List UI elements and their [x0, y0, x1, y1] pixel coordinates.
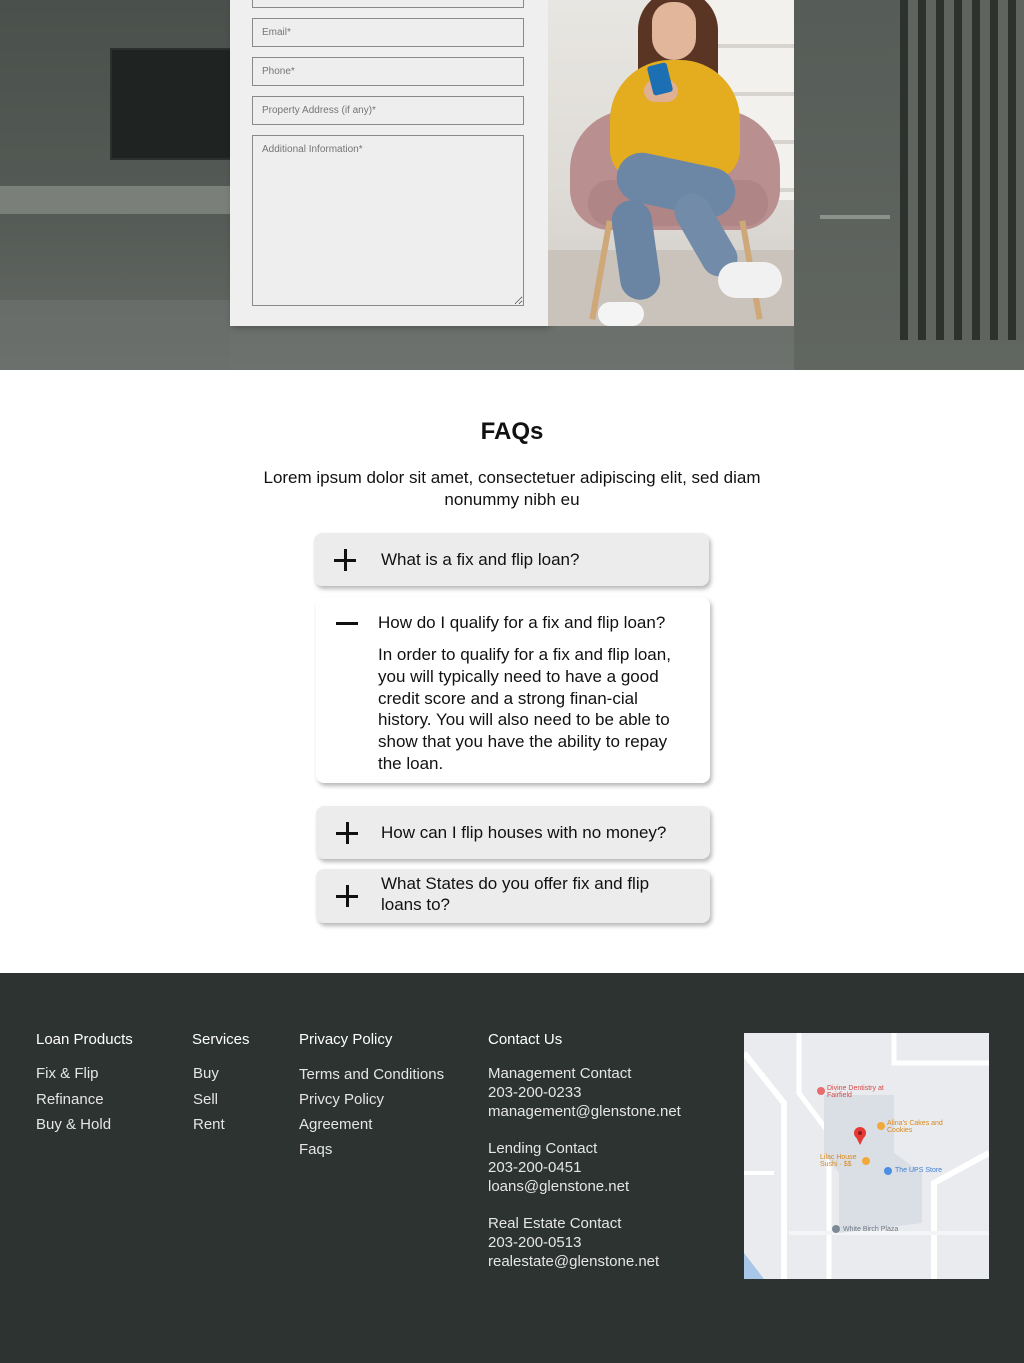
- faq-question: How do I qualify for a fix and flip loan?: [378, 613, 666, 632]
- footer-link-buy[interactable]: Buy: [193, 1065, 219, 1082]
- footer-link-rent[interactable]: Rent: [193, 1116, 225, 1133]
- contact-email-management[interactable]: management@glenstone.net: [488, 1103, 681, 1120]
- hero-shelf-decor: [820, 215, 890, 219]
- faq-question: What States do you offer fix and flip loans to?: [381, 874, 650, 914]
- footer-link-sell[interactable]: Sell: [193, 1091, 219, 1108]
- footer-link-refinance[interactable]: Refinance: [36, 1091, 104, 1108]
- contact-phone-management[interactable]: 203-200-0233: [488, 1084, 582, 1101]
- hero-console-decor: [0, 186, 232, 214]
- footer-link-buy-hold[interactable]: Buy & Hold: [36, 1116, 112, 1133]
- faq-item-expanded[interactable]: [316, 597, 710, 783]
- hero-tv-decor: [110, 48, 235, 160]
- location-map[interactable]: [744, 1033, 989, 1279]
- footer-link-faqs[interactable]: Faqs: [299, 1141, 333, 1158]
- woman-with-phone-photo: [548, 0, 794, 326]
- map-place-label: Lilac House Sushi · $$: [820, 1154, 857, 1168]
- contact-label-lending: Lending Contact: [488, 1140, 598, 1157]
- map-place-label: White Birch Plaza: [843, 1226, 899, 1233]
- footer-link-fix-flip[interactable]: Fix & Flip: [36, 1065, 99, 1082]
- photo-shoe: [718, 262, 782, 298]
- photo-shoe: [598, 302, 644, 326]
- footer-heading-services: Services: [192, 1031, 250, 1048]
- faq-item[interactable]: [314, 533, 709, 586]
- map-place-label: The UPS Store: [895, 1167, 943, 1174]
- plus-icon[interactable]: [336, 885, 358, 907]
- plus-icon[interactable]: [336, 822, 358, 844]
- phone-field[interactable]: [252, 57, 524, 86]
- minus-icon[interactable]: [336, 612, 358, 634]
- contact-email-lending[interactable]: loans@glenstone.net: [488, 1178, 630, 1195]
- map-place-label: Alina's Cakes and Cookies: [887, 1120, 943, 1134]
- footer-link-agreement[interactable]: Agreement: [299, 1116, 373, 1133]
- plus-icon[interactable]: [334, 549, 356, 571]
- name-field[interactable]: [252, 0, 524, 8]
- hero-section: [0, 0, 1024, 370]
- faq-question: What is a fix and flip loan?: [381, 550, 580, 569]
- photo-face: [652, 2, 696, 60]
- contact-label-management: Management Contact: [488, 1065, 632, 1082]
- site-footer: [0, 973, 1024, 1363]
- faq-subtitle: Lorem ipsum dolor sit amet, consectetuer adipiscing elit, sed diam nonummy nibh eu: [263, 468, 761, 509]
- contact-label-real-estate: Real Estate Contact: [488, 1215, 622, 1232]
- map-place-label: Divine Dentistry at Fairfield: [827, 1085, 884, 1099]
- footer-heading-privacy-policy[interactable]: Privacy Policy: [299, 1031, 393, 1048]
- faq-question: How can I flip houses with no money?: [381, 823, 667, 842]
- map-roads: [744, 1033, 989, 1279]
- faq-title: FAQs: [480, 418, 544, 445]
- footer-link-terms[interactable]: Terms and Conditions: [299, 1066, 445, 1083]
- additional-information-field[interactable]: [252, 135, 524, 306]
- footer-heading-loan-products: Loan Products: [36, 1031, 133, 1048]
- hero-slat-divider: [900, 0, 1024, 340]
- footer-heading-contact-us: Contact Us: [488, 1031, 563, 1048]
- footer-link-privacy[interactable]: Privcy Policy: [299, 1091, 385, 1108]
- property-address-field[interactable]: [252, 96, 524, 125]
- faq-answer: In order to qualify for a fix and flip loan, you will typically need to have a good credit score and a strong finan-cial history. You will also need to be able to show that you have the ability to repay the loan.: [378, 645, 671, 773]
- contact-form: [230, 0, 548, 326]
- contact-phone-lending[interactable]: 203-200-0451: [488, 1159, 582, 1176]
- faq-item[interactable]: [316, 869, 710, 923]
- email-field[interactable]: [252, 18, 524, 47]
- faq-item[interactable]: [316, 806, 710, 859]
- contact-email-real-estate[interactable]: realestate@glenstone.net: [488, 1253, 660, 1270]
- contact-phone-real-estate[interactable]: 203-200-0513: [488, 1234, 582, 1251]
